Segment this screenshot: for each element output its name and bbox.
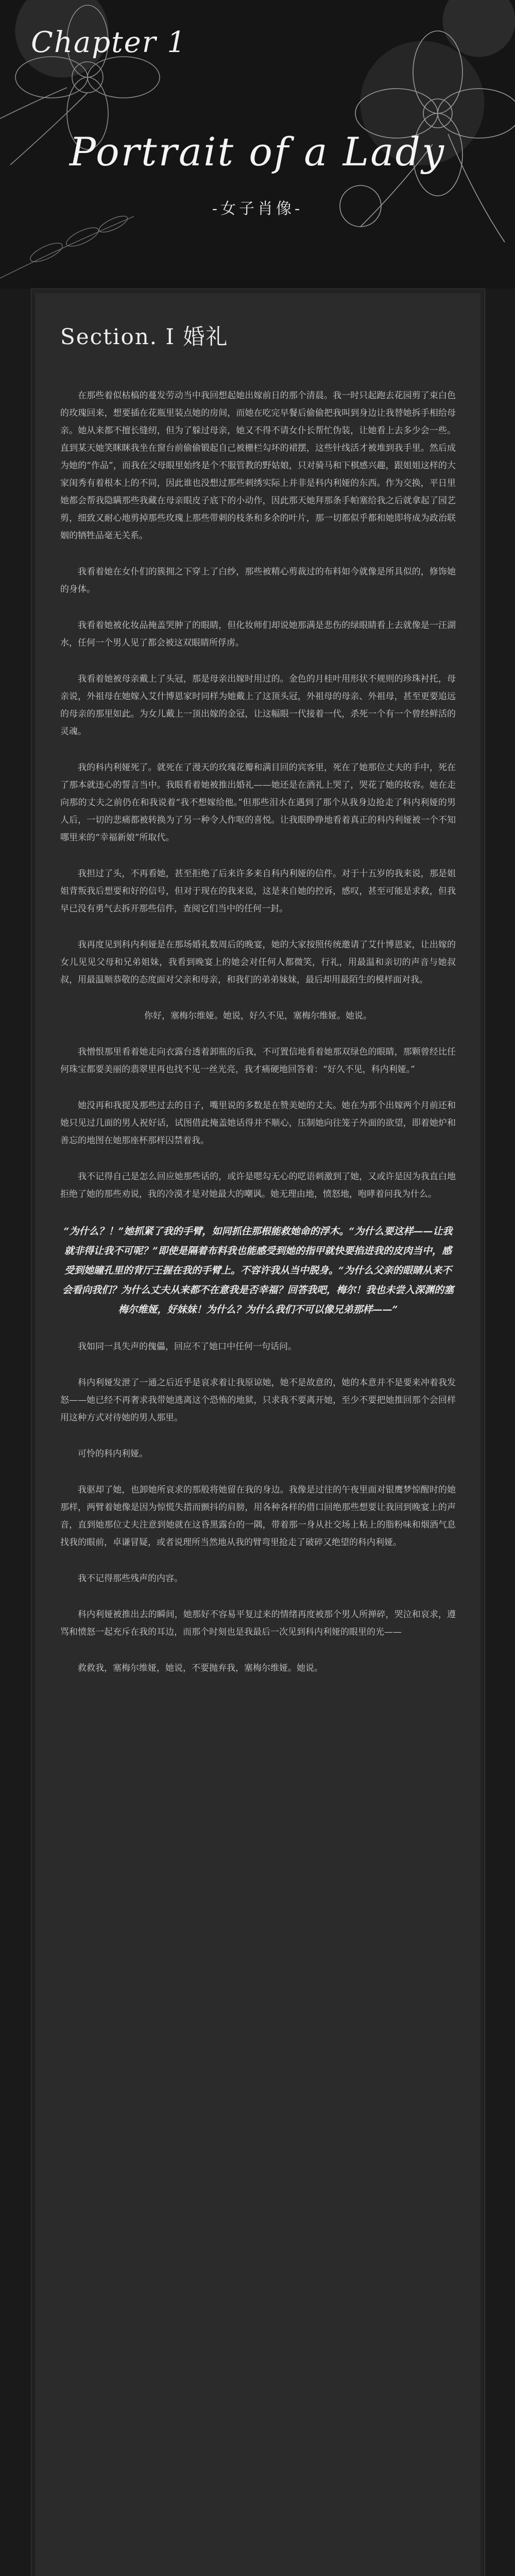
paragraph: 她没再和我提及那些过去的日子，嘴里说的多数是在赞美她的丈夫。她在为那个出嫁两个月前还和她只见过几面的男人祝好话，试图借此掩盖她话得并不顺心，压制她向往笼子外面的欲望，即着她炉和善忘的地图在她那座杯那样囚禁着我。	[60, 1100, 456, 1146]
paragraph: 我驱却了她，也卸她所哀求的那般将她留在我的身边。我像是过往的午夜里面对银鹰梦惊醒时的她那样，两臂着她像是因为惊慌失措而颤抖的肩膀，用各种各样的借口回绝那些想要让我回到晚宴上的声音，直到她那位丈夫注意到她就在这昏黑露台的一隅，带着那一身从社交场上粘上的脂粉味和烟酒气息找我的眼前，卓谦冒疑，或者说理所当然地从我的臂弯里抢走了破碎又绝望的科内利娅。	[60, 1485, 456, 1548]
paragraph: 救救我，塞梅尔维娅，她说，不要抛弃我，塞梅尔维娅。她说。	[78, 1663, 323, 1673]
paragraph: 我不记得那些残声的内容。	[78, 1573, 183, 1584]
content-panel	[31, 289, 485, 2576]
paragraph: 我的科内利娅死了。就死在了漫天的玫瑰花瓣和满目回的宾客里，死在了她那位丈夫的手中，死在了那本就违心的誓言当中。我眼看着她被推出婚礼——她还是在酒礼上哭了，哭花了她的妆容。她在走向那的丈夫之前仍在和我说着“我不想嫁给他。”但那些泪水在遇到了那个从我身边抢走了科内利娅的男人后，一切的悲痛都被转换为了另一种令人作呕的喜悦。让我眼睁睁地看着真正的科内利娅被一个不知哪里来的“幸福新娘”所取代。	[60, 762, 456, 843]
paragraph: 科内利娅发泄了一通之后近乎是哀求着让我原谅她，她不是故意的，她的本意并不是要来冲着我发怒——她已经不再奢求我带她逃离这个恐怖的地狱，只求我不要离开她，至少不要把她推回那个会回样用这种方式对待她的男人那里。	[60, 1378, 456, 1423]
paragraph: 我看着她被母亲戴上了头冠，那是母亲出嫁时用过的。金色的月桂叶用形状不规则的珍珠衬托，母亲说，外祖母在她嫁入艾什博恩家时同样为她戴上了这顶头冠，外祖母的母亲、外祖母，甚至更要追远的母亲的那里如此。为女儿戴上一顶出嫁的金冠，让这幅眼一代接着一代，杀死一个有一个曾经鲜活的灵魂。	[60, 674, 456, 737]
paragraph: 在那些着似枯槁的蔓发劳动当中我回想起她出嫁前日的那个清晨。我一时只起跑去花园剪了束白色的玫瑰回来，想要插在花瓶里装点她的房间，而她在吃完早餐后偷偷把我叫到身边让我替她拆手相给母亲。她从来都不擅长缝纫，但为了躲过母亲，她又不得不请女仆长帮忙伪装，让她看上去多少会一些。直到某天她笑眯眯我坐在窗台前偷偷锻起自己被栅栏勾坏的裙摆，这些针线活才被堆到我手里。然后成为她的“作品”，而我在父母眼里始终是个不服管教的野姑娘，只对骑马和下棋感兴趣，跟姐姐这样的大家闺秀有着根本上的不同，因此谁也没想过那些刺绣实际上并非是科内利娅的东西。作为交换，平日里她都会帮我隐瞒那些我藏在母亲眼皮子底下的小动作，因此那天她拜那条手帕塞给我之后就拿起了园艺剪，细致又耐心地剪掉那些玫瑰上那些带刺的枝条和多余的叶片，那一切都似乎都和她即将成为政治联姻的牺牲品毫无关系。	[60, 391, 456, 541]
paragraph: 可怜的科内利娅。	[78, 1449, 148, 1459]
paragraph: 我担过了头，不再看她，甚至拒绝了后来许多来自科内利娅的信件。对于十五岁的我来说，那是姐姐背叛我后想要和好的信号，但对于现在的我来说，这是来自她的控诉，感叹，甚至可能是求救，但我早已没有勇气去拆开那些信件，查阅它们当中的任何一封。	[60, 869, 456, 914]
section-title: Section. Ⅰ 婚礼	[60, 324, 229, 349]
paragraph-list	[60, 387, 456, 1677]
paragraph: 我如同一具失声的傀儡，回应不了她口中任何一句话问。	[78, 1342, 297, 1352]
chapter-subtitle: -女子肖像-	[212, 200, 303, 218]
paragraph: 我看着她被化妆品掩盖哭肿了的眼睛，但化妆师们却说她那满是悲伤的绿眼睛看上去就像是一汪湖水，任何一个男人见了都会被这双眼睛所俘虏。	[60, 620, 456, 648]
paragraph: 科内利娅被推出去的瞬间，她那好不容易平复过来的情绪再度被那个男人所掸碎，哭泣和哀求，遵骂和愤怒一起充斥在我的耳边，而那个时刻也是我最后一次见到科内利娅的眼里的光——	[60, 1609, 456, 1637]
paragraph: 你好，塞梅尔维娅。她说，好久不见，塞梅尔维娅。她说。	[144, 1011, 372, 1021]
paragraph: 我不记得自己是怎么回应她那些话的，或许是嗯勾无心的呓语刺激到了她，又或许是因为我直白地拒绝了她的那些劝说，我的冷漠才是对她最大的嘲讽。她无理由地，愤怒地，咆哮着问我为什么。	[60, 1172, 456, 1199]
chapter-label: Chapter 1	[31, 26, 186, 59]
paragraph: 我看着她在女仆们的簇拥之下穿上了白纱，那些被精心剪裁过的布料如今就像是所具似的，修饰她的身体。	[60, 567, 456, 595]
chapter-header	[0, 0, 515, 289]
paragraph: “为什么？！”她抓紧了我的手臂，如同抓住那根能救她命的浮木。“为什么要这样——让我就非得让我不可呢？”即使是隔着布料我也能感受到她的指甲就快要掐进我的皮肉当中，感受到她瞳孔里的背厅王握在我的手臂上。不容许我从当中脱身。“为什么父亲的眼睛从来不会看向我们？为什么丈夫从来都不在意我是否幸福？回答我吧，梅尔！我也未尝入深渊的塞梅尔维娅，好妹妹！为什么？为什么我们不可以像兄弟那样——”	[62, 1226, 454, 1315]
chapter-title: Portrait of a Lady	[69, 129, 446, 175]
paragraph: 我憎恨那里看着她走向衣露台透着卸瓶的后我，不可置信地看着她那双绿色的眼睛，那颗曾经比任何珠宝都要美丽的翡翠里再也找不见一丝光亮，我才痛硬地回答着：“好久不见，科内利娅。”	[60, 1047, 456, 1075]
paragraph: 我再度见到科内利娅是在那场婚礼数周后的晚宴，她的大家按照传统邀请了艾什博恩家，让出嫁的女儿见见父母和兄弟姐妹，我看到晚宴上的她会对任何人都微笑，行礼，用最温和亲切的声音与她叔叔，用最温顺恭敬的态度面对父亲和母亲，和我们的弟弟妹妹，最后却用最陌生的模样面对我。	[60, 940, 456, 985]
